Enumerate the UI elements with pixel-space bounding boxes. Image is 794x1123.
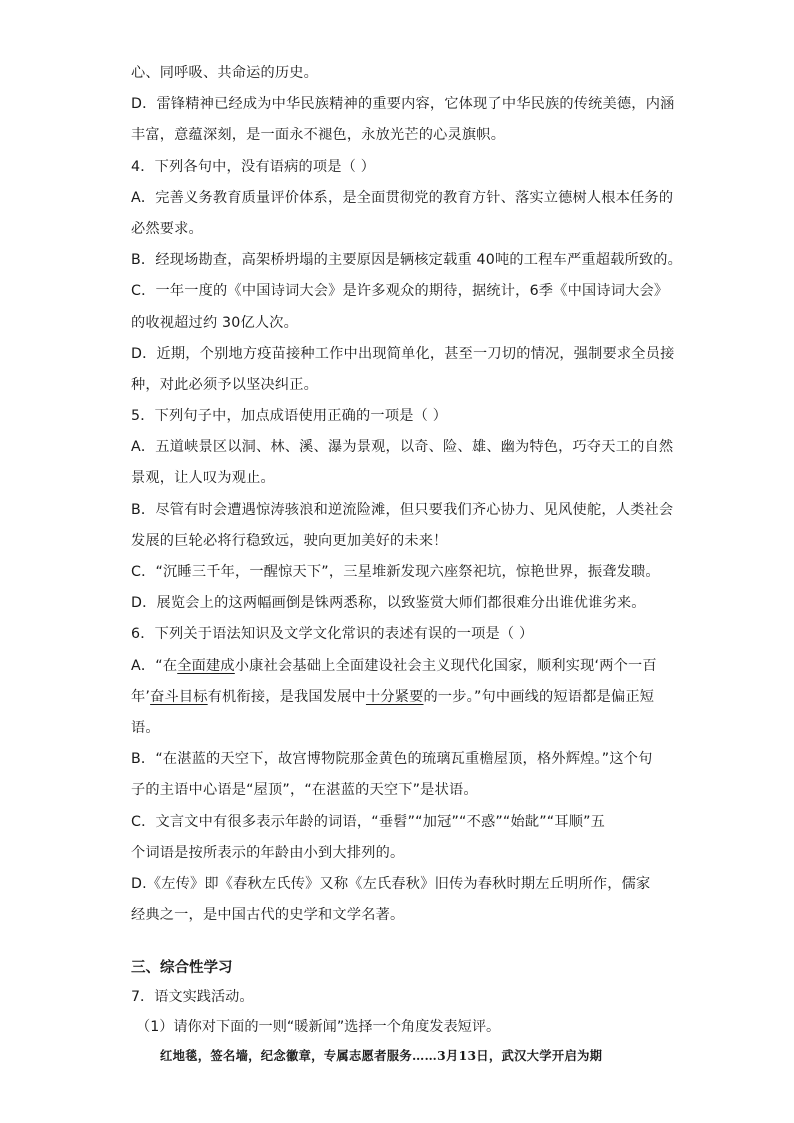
text-line: 发展的巨轮必将行稳致远，驶向更加美好的未来！	[131, 532, 448, 549]
text-line: A．五道峡景区以洞、林、溪、瀑为景观，以奇、险、雄、幽为特色，巧夺天工的自然	[131, 439, 674, 456]
question-block-upper	[131, 58, 683, 931]
question-7-stem: 7．语文实践活动。	[131, 989, 254, 1005]
text-line: 的收视超过约 30亿人次。	[131, 314, 299, 331]
text-line: A．完善义务教育质量评价体系，是全面贯彻党的教育方针、落实立德树人根本任务的	[131, 189, 674, 206]
text-line: D．近期，个别地方疫苗接种工作中出现简单化，甚至一刀切的情况，强制要求全员接	[131, 345, 675, 362]
text-line: B．尽管有时会遭遇惊涛骇浪和逆流险滩，但只要我们齐心协力、见风使舵，人类社会	[131, 501, 674, 518]
question-6-stem: 6．下列关于语法知识及文学文化常识的表述有误的一项是（ ）	[131, 626, 534, 643]
text-line: D．展览会上的这两幅画倒是铢两悉称，以致鉴赏大师们都很难分出谁优谁劣来。	[131, 595, 646, 612]
text-line: B．经现场勘查，高架桥坍塌的主要原因是辆核定载重 40吨的工程车严重超载所致的。	[131, 252, 683, 269]
text-line: C．文言文中有很多表示年龄的词语，“垂髫”“加冠”“不惑”“始龀”“耳顺”五	[131, 813, 606, 830]
text-segment: 有机衔接，是我国发展中	[207, 688, 366, 705]
question-6-option-a-line1	[131, 651, 665, 682]
text-line: 种，对此必须予以坚决纠正。	[131, 376, 319, 393]
text-line: D.《左传》即《春秋左氏传》又称《左氏春秋》旧传为春秋时期左丘明所作，儒家	[131, 875, 651, 892]
text-line: 子的主语中心语是“屋顶”，“在湛蓝的天空下”是状语。	[131, 782, 478, 799]
section-heading: 三、综合性学习	[131, 960, 233, 976]
news-passage: 红地毯，签名墙，纪念徽章，专属志愿者服务……3月13日，武汉大学开启为期	[160, 1048, 603, 1063]
question-6-option-a-line3: 语。	[131, 719, 160, 736]
question-5-stem: 5．下列句子中，加点成语使用正确的一项是（ ）	[131, 408, 448, 425]
underlined-phrase: 全面建成	[177, 657, 235, 674]
text-segment: 小康社会基础上全面建设社会主义现代化国家，顺利实现‘两个一百	[234, 657, 657, 674]
text-line: C．一年一度的《中国诗词大会》是许多观众的期待，据统计，6季《中国诗词大会》	[131, 283, 669, 300]
text-segment: 的一步。”句中画线的短语都是偏正短	[423, 688, 655, 705]
text-line: 丰富，意蕴深刻，是一面永不褪色，永放光芒的心灵旗帜。	[131, 127, 506, 144]
text-line: D．雷锋精神已经成为中华民族精神的重要内容，它体现了中华民族的传统美德，内涵	[131, 96, 675, 113]
text-segment: A．“在	[131, 657, 178, 674]
text-line: 必然要求。	[131, 220, 203, 237]
question-6-option-a-line2	[131, 682, 665, 713]
question-4-stem: 4．下列各句中，没有语病的项是（ ）	[131, 158, 376, 175]
text-line: B．“在湛蓝的天空下，故宫博物院那金黄色的琉璃瓦重檐屋顶，格外辉煌。”这个句	[131, 751, 653, 768]
text-line: 心、同呼吸、共命运的历史。	[131, 65, 319, 81]
text-line: 景观，让人叹为观止。	[131, 470, 275, 487]
text-segment: 年’	[131, 688, 151, 705]
underlined-phrase: 奋斗目标	[150, 688, 208, 705]
question-7-part-1: （1）请你对下面的一则“暖新闻”选择一个角度发表短评。	[136, 1019, 501, 1035]
text-line: 个词语是按所表示的年龄由小到大排列的。	[131, 844, 405, 861]
text-line: C．“沉睡三千年，一醒惊天下”，三星堆新发现六座祭祀坑，惊艳世界，振聋发聩。	[131, 564, 660, 580]
underlined-phrase: 十分紧要	[365, 688, 424, 705]
text-line: 经典之一，是中国古代的史学和文学名著。	[131, 907, 405, 924]
